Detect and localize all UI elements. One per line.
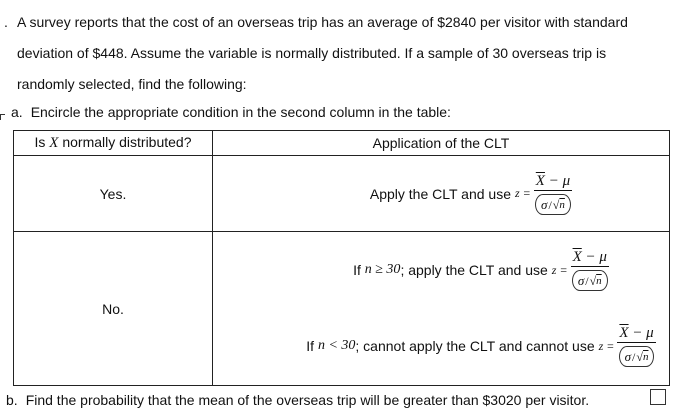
header-normal-distributed: Is X normally distributed? bbox=[14, 131, 213, 156]
z-equals: z = bbox=[515, 186, 531, 200]
question-a bbox=[11, 104, 451, 120]
variable-x: X bbox=[49, 135, 59, 151]
list-bullet: . bbox=[4, 14, 8, 30]
cell-yes-label: Yes. bbox=[14, 156, 213, 232]
paragraph-anchor-mark bbox=[0, 114, 5, 120]
problem-text-line-2: deviation of $448. Assume the variable is normally distributed. If a sample of 30 overseas trip is bbox=[17, 45, 607, 61]
cell-yes-condition[interactable] bbox=[213, 156, 670, 232]
question-a-label: a. bbox=[11, 104, 23, 120]
question-b bbox=[6, 392, 589, 408]
clt-table bbox=[13, 130, 670, 386]
table-row-no bbox=[14, 232, 670, 386]
table-row-yes bbox=[14, 156, 670, 232]
cell-no-conditions bbox=[213, 232, 670, 386]
z-formula-fraction: $\overline{X} - \mu$ σ / √ n bbox=[617, 325, 655, 367]
problem-text-line-1: A survey reports that the cost of an overseas trip has an average of $2840 per visitor with standard bbox=[17, 14, 628, 30]
question-a-text: Encircle the appropriate condition in the second column in the table: bbox=[30, 104, 451, 120]
table-header-row bbox=[14, 131, 670, 156]
answer-checkbox[interactable] bbox=[650, 389, 666, 405]
question-b-text: Find the probability that the mean of the overseas trip will be greater than $3020 per visitor. bbox=[25, 392, 590, 408]
z-formula-fraction: $\overline{X} - \mu$ σ / √ n bbox=[534, 173, 572, 215]
condition-apply-clt: Apply the CLT and use bbox=[369, 185, 512, 202]
header-clt-application: Application of the CLT bbox=[213, 131, 670, 156]
condition-n-lt-30[interactable]: If n < 30 ; cannot apply the CLT and cannot use z = $\overline{X} - \mu$ σ / √ n bbox=[213, 308, 669, 384]
problem-text-line-3: randomly selected, find the following: bbox=[17, 76, 247, 92]
cell-no-label: No. bbox=[14, 232, 213, 386]
question-b-label: b. bbox=[6, 392, 18, 408]
condition-n-ge-30[interactable]: If n ≥ 30 ; apply the CLT and use z = $\overline{X} - \mu$ σ / √ n bbox=[213, 232, 669, 308]
z-formula-fraction: $\overline{X} - \mu$ σ / √ n bbox=[571, 249, 609, 291]
